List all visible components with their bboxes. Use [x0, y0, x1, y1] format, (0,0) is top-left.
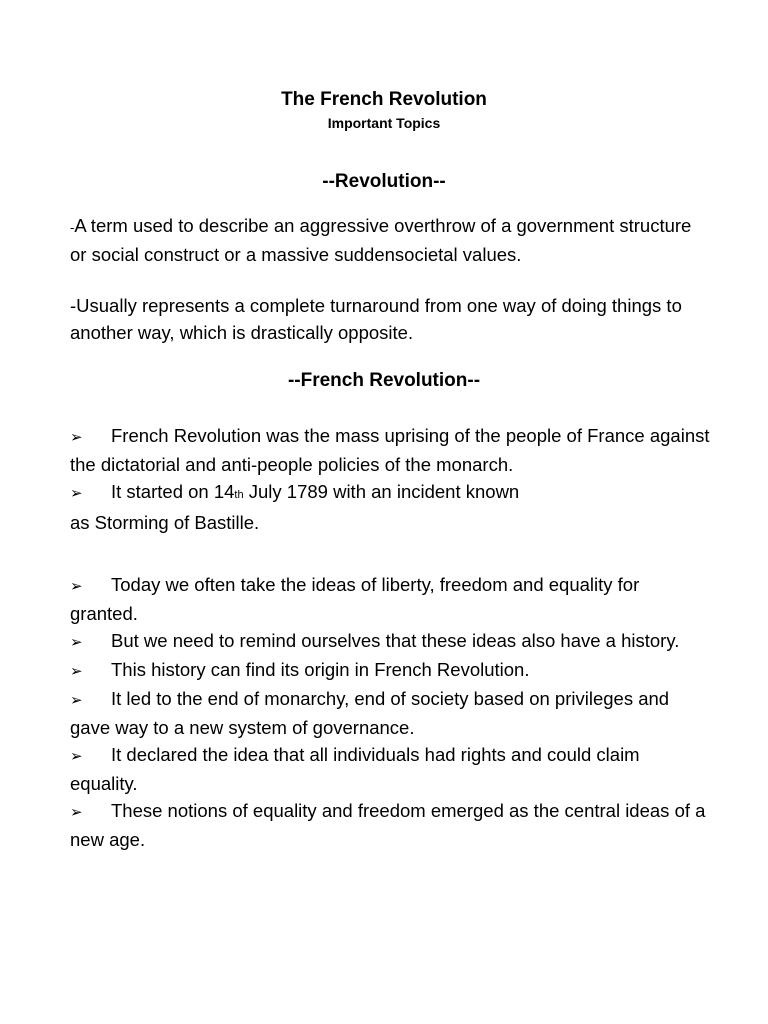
- bullet-text: It led to the end of monarchy, end of society based on privileges and gave way to a new system of governance.: [70, 688, 670, 738]
- arrow-bullet-icon: ➢: [70, 428, 83, 446]
- bullet-text: Today we often take the ideas of liberty, freedom and equality for granted.: [70, 574, 640, 624]
- bullet-text: These notions of equality and freedom emerged as the central ideas of a new age.: [70, 800, 706, 850]
- list-item: [70, 741, 710, 797]
- list-item: [70, 656, 710, 685]
- bullet-text: But we need to remind ourselves that these ideas also have a history.: [111, 630, 680, 651]
- bullet-list-primary: [70, 422, 710, 536]
- list-item: [70, 571, 710, 627]
- arrow-bullet-icon: ➢: [70, 577, 83, 595]
- document-subtitle: Important Topics: [327, 115, 441, 131]
- document-title: The French Revolution: [281, 89, 487, 110]
- list-item: [70, 685, 710, 741]
- list-item: [70, 627, 710, 656]
- bullet-text: It declared the idea that all individuals had rights and could claim equality.: [70, 744, 640, 794]
- bullet-text: French Revolution was the mass uprising of the people of France against the dictatorial and anti-people policies of the monarch.: [70, 425, 710, 475]
- list-item: [70, 478, 710, 536]
- turnaround-paragraph: -Usually represents a complete turnaround from one way of doing things to another way, which is drastically opposite.: [70, 295, 682, 343]
- bullet-list-secondary: [70, 571, 710, 853]
- definition-paragraph: [70, 212, 710, 268]
- arrow-bullet-icon: ➢: [70, 803, 83, 821]
- bullet-text-start: It started on 14: [111, 481, 235, 502]
- bullet-text-end: July 1789 with an incident known: [243, 481, 520, 502]
- list-item: [70, 797, 710, 853]
- ordinal-suffix: th: [234, 489, 244, 501]
- dash-marker: -: [70, 220, 75, 235]
- arrow-bullet-icon: ➢: [70, 662, 83, 680]
- bullet-text-line2: as Storming of Bastille.: [70, 512, 260, 533]
- bullet-text: This history can find its origin in French Revolution.: [111, 659, 530, 680]
- definition-text: A term used to describe an aggressive overthrow of a government structure or social construct or a massive suddensocietal values.: [70, 215, 692, 265]
- arrow-bullet-icon: ➢: [70, 747, 83, 765]
- list-item: [70, 422, 710, 478]
- arrow-bullet-icon: ➢: [70, 484, 83, 502]
- arrow-bullet-icon: ➢: [70, 633, 83, 651]
- section-heading-french-revolution: --French Revolution--: [287, 370, 481, 391]
- section-heading-revolution: --Revolution--: [322, 171, 446, 192]
- arrow-bullet-icon: ➢: [70, 691, 83, 709]
